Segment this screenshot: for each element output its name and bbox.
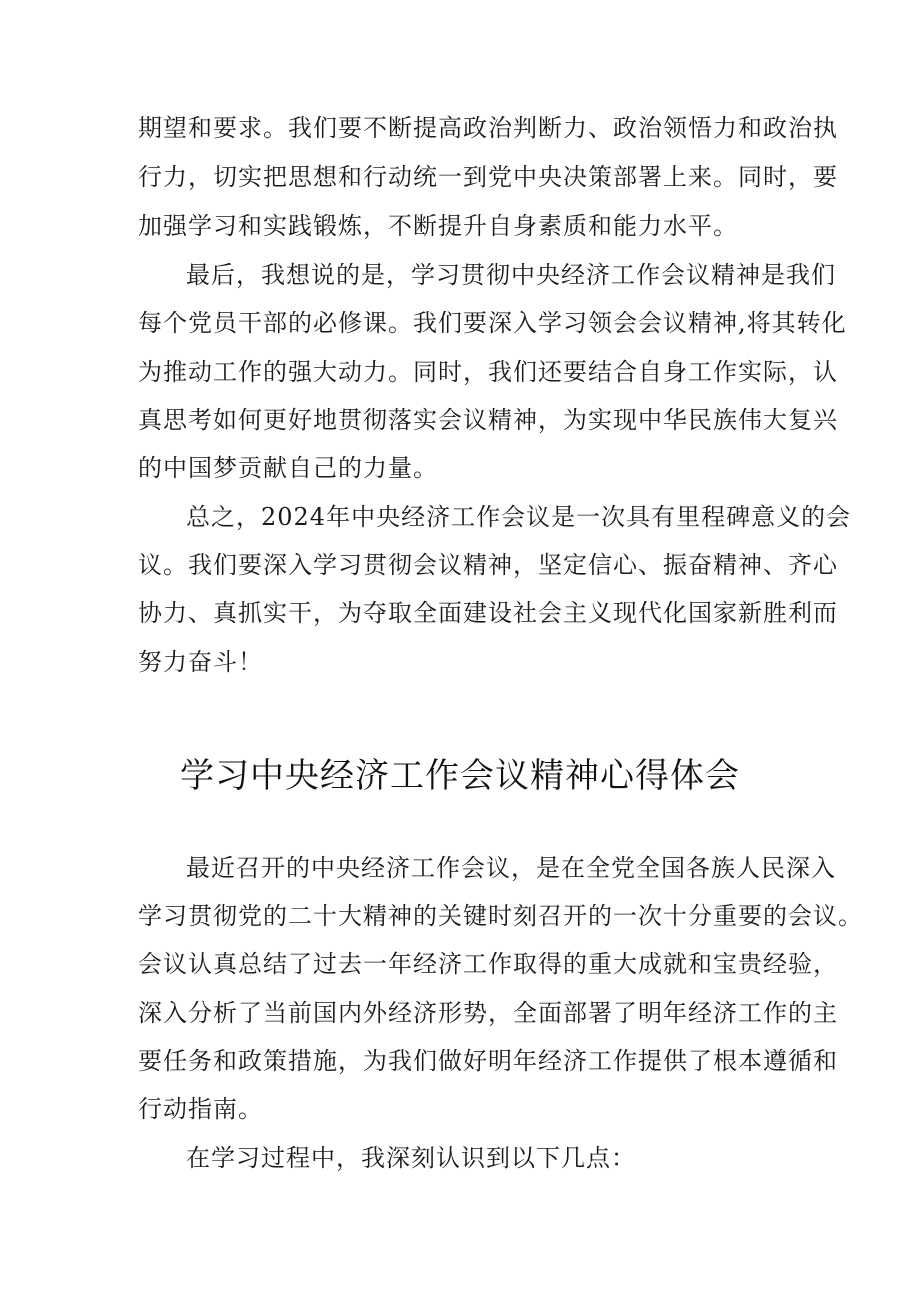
paragraph-line: 会议认真总结了过去一年经济工作取得的重大成就和宝贵经验， — [138, 950, 838, 978]
paragraph-line: 在学习过程中，我深刻认识到以下几点： — [186, 1144, 636, 1172]
paragraph-line: 真思考如何更好地贯彻落实会议精神，为实现中华民族伟大复兴 — [138, 406, 838, 434]
paragraph-line: 期望和要求。我们要不断提高政治判断力、政治领悟力和政治执 — [138, 114, 838, 142]
paragraph-line: 最后，我想说的是，学习贯彻中央经济工作会议精神是我们 — [186, 261, 836, 289]
paragraph-line: 最近召开的中央经济工作会议，是在全党全国各族人民深入 — [186, 854, 836, 882]
paragraph-line: 议。我们要深入学习贯彻会议精神，坚定信心、振奋精神、齐心 — [138, 551, 838, 579]
paragraph-line: 的中国梦贡献自己的力量。 — [138, 454, 438, 482]
paragraph-line: 每个党员干部的必修课。我们要深入学习领会会议精神,将其转化 — [138, 309, 847, 337]
paragraph-line: 学习贯彻党的二十大精神的关键时刻召开的一次十分重要的会议。 — [138, 902, 863, 930]
paragraph-line: 行动指南。 — [138, 1095, 263, 1123]
paragraph-line: 协力、真抓实干，为夺取全面建设社会主义现代化国家新胜利而 — [138, 599, 838, 627]
paragraph-line: 为推动工作的强大动力。同时，我们还要结合自身工作实际，认 — [138, 358, 838, 386]
paragraph-line: 要任务和政策措施，为我们做好明年经济工作提供了根本遵循和 — [138, 1047, 838, 1075]
paragraph-line: 努力奋斗！ — [138, 648, 263, 676]
page-title: 学习中央经济工作会议精神心得体会 — [180, 756, 740, 796]
paragraph-line: 加强学习和实践锻炼，不断提升自身素质和能力水平。 — [138, 212, 738, 240]
paragraph-line: 总之，2024年中央经济工作会议是一次具有里程碑意义的会 — [186, 503, 852, 531]
paragraph-line: 行力，切实把思想和行动统一到党中央决策部署上来。同时，要 — [138, 163, 838, 191]
paragraph-line: 深入分析了当前国内外经济形势，全面部署了明年经济工作的主 — [138, 999, 838, 1027]
